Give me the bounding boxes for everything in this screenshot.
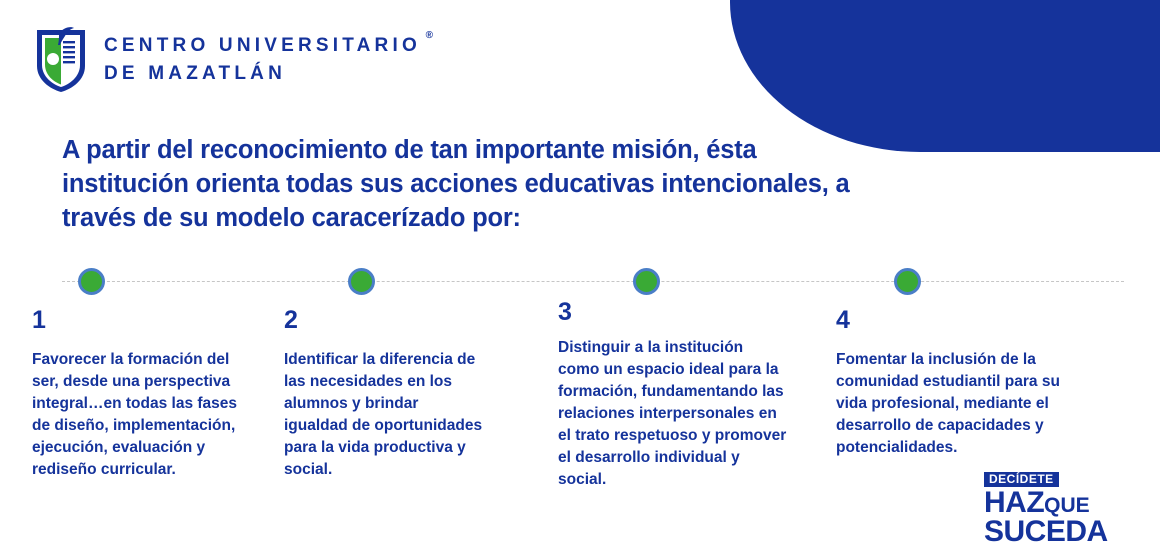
step-number: 2	[284, 306, 298, 334]
timeline-step-3	[558, 300, 788, 491]
timeline-node-4	[894, 268, 921, 295]
campaign-word-suceda: SUCEDA	[984, 514, 1108, 548]
page-title: A partir del reconocimiento de tan importante misión, ésta institución orienta todas sus acciones educativas intencionales, a través de su modelo caracerízado por:	[62, 136, 850, 233]
timeline-step-1	[32, 308, 247, 481]
campaign-tagline: DECÍDETE	[984, 472, 1059, 487]
university-shield-icon	[34, 26, 88, 94]
timeline-step-4	[836, 308, 1071, 459]
decorative-blue-swoosh	[730, 0, 1160, 152]
brand-wordmark	[104, 29, 433, 89]
brand-header	[34, 26, 433, 94]
step-number: 1	[32, 306, 46, 334]
step-text: Distinguir a la institución como un espacio ideal para la formación, fundamentando las relaciones interpersonales en el trato respetuoso y promover el desarrollo individual y social.	[558, 339, 787, 488]
brand-name-line1: CENTRO UNIVERSITARIO	[104, 34, 421, 56]
timeline-node-1	[78, 268, 105, 295]
brand-name-line2: DE MAZATLÁN	[104, 63, 286, 84]
step-number: 4	[836, 306, 850, 334]
campaign-word-que: QUE	[1044, 494, 1090, 517]
step-number: 3	[558, 298, 572, 326]
timeline-rail	[62, 281, 1124, 282]
campaign-haz-que	[984, 486, 1134, 519]
campaign-logo	[984, 470, 1134, 546]
timeline-node-2	[348, 268, 375, 295]
step-text: Fomentar la inclusión de la comunidad estudiantil para su vida profesional, mediante el desarrollo de capacidades y potencialidades.	[836, 351, 1060, 456]
registered-mark: ®	[425, 29, 433, 41]
step-text: Favorecer la formación del ser, desde una perspectiva integral…en todas las fases de diseño, implementación, ejecución, evaluación y rediseño curricular.	[32, 351, 238, 478]
campaign-word-haz: HAZ	[984, 486, 1045, 519]
timeline-step-2	[284, 308, 484, 481]
step-text: Identificar la diferencia de las necesidades en los alumnos y brindar igualdad de oportunidades para la vida productiva y social.	[284, 351, 483, 478]
timeline-node-3	[633, 268, 660, 295]
